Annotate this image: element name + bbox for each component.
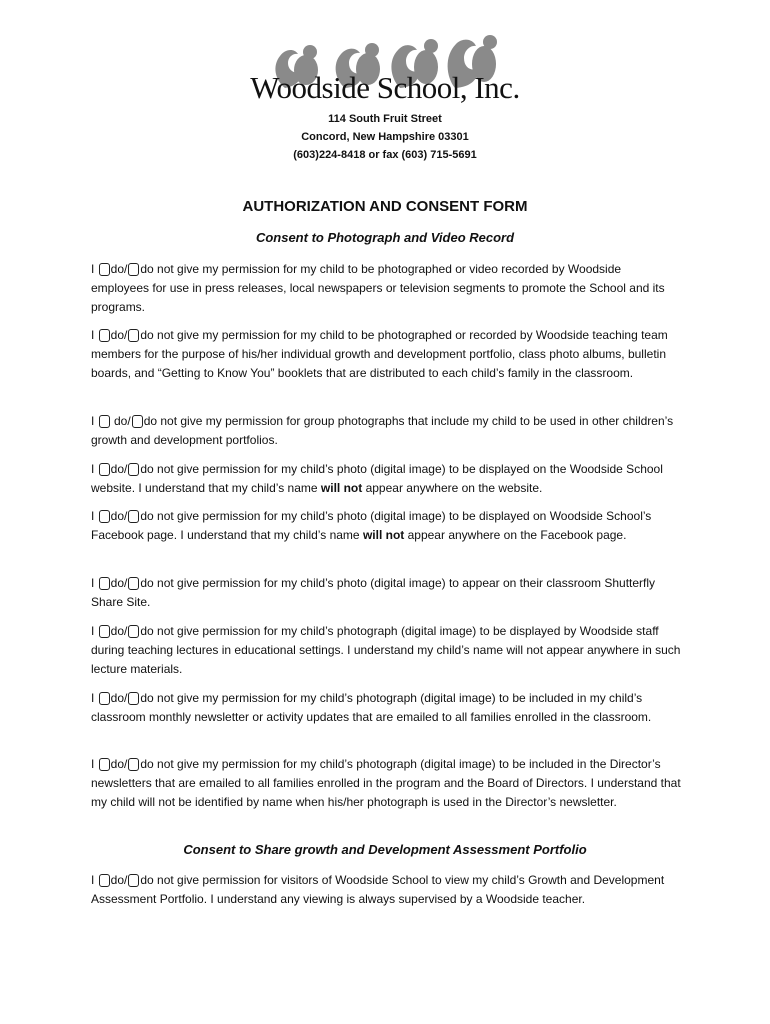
consent-text: do not give my permission for my child to be photographed or recorded by Woodside teaching team members for the purpose of his/her individual growth and development portfolio, class photo albums, bulletin boards, and “Getting to Know You” booklets that are distributed to each child’s family in the classroom. <box>91 328 668 380</box>
consent-prefix: I <box>91 757 98 771</box>
consent-item-director-newsletter <box>91 755 681 812</box>
do-label: do/ <box>110 414 131 428</box>
consent-prefix: I <box>91 576 98 590</box>
do-checkbox[interactable] <box>99 463 110 476</box>
do-label: do/ <box>110 328 128 342</box>
do-label: do/ <box>110 873 128 887</box>
consent-prefix: I <box>91 328 98 342</box>
consent-text-end: appear anywhere on the website. <box>362 481 543 495</box>
do-label: do/ <box>110 624 128 638</box>
consent-item-press <box>91 260 681 317</box>
do-not-checkbox[interactable] <box>128 874 139 887</box>
consent-text: do not give permission for my child’s photo (digital image) to be displayed on Woodside School’s Facebook page. I understand that my child’s name <box>91 509 652 542</box>
consent-text: do not give my permission for group photographs that include my child to be used in other children’s growth and development portfolios. <box>91 414 674 447</box>
address-street: 114 South Fruit Street <box>328 113 442 125</box>
consent-item-portfolio-photos <box>91 326 681 383</box>
consent-prefix: I <box>91 509 98 523</box>
do-not-checkbox[interactable] <box>128 463 139 476</box>
do-not-checkbox[interactable] <box>128 263 139 276</box>
consent-item-website <box>91 460 681 498</box>
do-not-checkbox[interactable] <box>128 758 139 771</box>
section-heading-photo-video: Consent to Photograph and Video Record <box>255 230 515 245</box>
do-checkbox[interactable] <box>99 692 110 705</box>
do-checkbox[interactable] <box>99 758 110 771</box>
emphasis-text: will not <box>362 528 405 542</box>
do-label: do/ <box>110 262 128 276</box>
consent-prefix: I <box>91 873 98 887</box>
do-label: do/ <box>110 691 128 705</box>
do-not-checkbox[interactable] <box>132 415 143 428</box>
consent-item-shutterfly <box>91 574 681 612</box>
consent-text: do not give my permission for my child’s photograph (digital image) to be included in the Director’s newsletters that are emailed to all families enrolled in the program and the Board of Directors. I understand that my child will not be identified by name when his/her photograph is used in the Director’s newsletter. <box>91 757 681 809</box>
consent-item-lectures <box>91 622 681 679</box>
address-phone-fax: (603)224-8418 or fax (603) 715-5691 <box>293 149 477 161</box>
form-title: AUTHORIZATION AND CONSENT FORM <box>242 198 528 215</box>
consent-prefix: I <box>91 414 98 428</box>
do-checkbox[interactable] <box>99 510 110 523</box>
do-not-checkbox[interactable] <box>128 329 139 342</box>
section-heading-portfolio: Consent to Share growth and Development Assessment Portfolio <box>183 842 587 857</box>
consent-item-classroom-newsletter <box>91 689 681 727</box>
do-label: do/ <box>110 576 128 590</box>
consent-prefix: I <box>91 462 98 476</box>
do-not-checkbox[interactable] <box>128 692 139 705</box>
consent-text-end: appear anywhere on the Facebook page. <box>404 528 627 542</box>
do-not-checkbox[interactable] <box>128 625 139 638</box>
consent-prefix: I <box>91 691 98 705</box>
do-label: do/ <box>110 509 128 523</box>
school-logo <box>250 30 520 112</box>
consent-text: do not give my permission for my child to be photographed or video recorded by Woodside employees for use in press releases, local newspapers or television segments to promote the School and its programs. <box>91 262 665 314</box>
consent-text: do not give my permission for my child’s photograph (digital image) to be included in my child’s classroom monthly newsletter or activity updates that are emailed to all families enrolled in the classroom. <box>91 691 652 724</box>
consent-text: do not give permission for my child’s photo (digital image) to appear on their classroom Shutterfly Share Site. <box>91 576 656 609</box>
do-checkbox[interactable] <box>99 625 110 638</box>
do-label: do/ <box>110 462 128 476</box>
do-not-checkbox[interactable] <box>128 577 139 590</box>
do-checkbox[interactable] <box>99 263 110 276</box>
consent-item-facebook <box>91 507 681 545</box>
do-not-checkbox[interactable] <box>128 510 139 523</box>
emphasis-text: will not <box>320 481 363 495</box>
consent-text: do not give permission for my child’s photo (digital image) to be displayed on the Woodside School website. I understand that my child’s name <box>91 462 663 495</box>
address-city: Concord, New Hampshire 03301 <box>301 131 469 143</box>
consent-item-group-photos <box>91 412 681 450</box>
consent-prefix: I <box>91 624 98 638</box>
consent-item-portfolio-visitors <box>91 871 681 909</box>
consent-prefix: I <box>91 262 98 276</box>
school-name-logo-text: Woodside School, Inc. <box>250 70 520 105</box>
do-checkbox[interactable] <box>99 874 110 887</box>
do-checkbox[interactable] <box>99 329 110 342</box>
do-label: do/ <box>110 757 128 771</box>
consent-text: do not give permission for visitors of Woodside School to view my child’s Growth and Development Assessment Portfolio. I understand any viewing is always supervised by a Woodside teacher. <box>91 873 665 906</box>
do-checkbox[interactable] <box>99 415 110 428</box>
consent-text: do not give permission for my child’s photograph (digital image) to be displayed by Woodside staff during teaching lectures in educational settings. I understand my child’s name will not appear anywhere in such lecture materials. <box>91 624 681 676</box>
do-checkbox[interactable] <box>99 577 110 590</box>
